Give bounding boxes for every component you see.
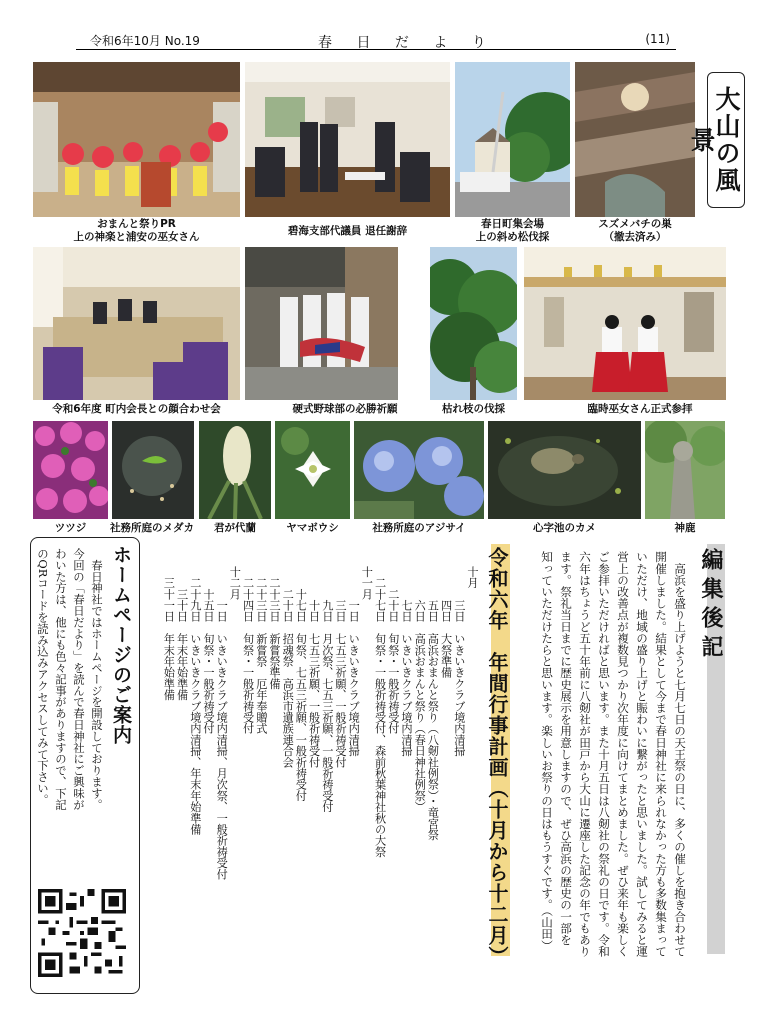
schedule-line: 十五日 旬祭・一般祈祷受付 xyxy=(202,566,215,734)
photo-pine-cutting xyxy=(455,62,570,217)
schedule-line: 四日 大祭準備 xyxy=(439,566,453,678)
schedule-line: 二十四日 旬祭・一般祈祷受付 xyxy=(241,566,255,734)
homepage-line-2: 今回の「春日だより」を読んで春日神社にご興味が xyxy=(72,548,86,811)
caption-photo-3: 春日町集会場 上の斜め松伐採 xyxy=(475,218,550,244)
photo-omanto-kagura xyxy=(33,62,240,217)
homepage-line-4: のQRコードを読み込みアクセスしてみて下さい。 xyxy=(36,548,50,806)
photo-yamaboushi xyxy=(275,421,350,519)
photo-miko-visit xyxy=(524,247,726,400)
caption-photo-13: 社務所庭のアジサイ xyxy=(372,522,466,534)
caption-photo-10: 社務所庭のメダカ xyxy=(110,522,194,534)
photo-yucca xyxy=(199,421,271,519)
caption-photo-6: 硬式野球部の必勝祈願 xyxy=(292,403,398,415)
schedule-line: 二十三日 新嘗祭 厄年奉贈式 xyxy=(254,566,268,734)
schedule-line: 二十九日 いきいきクラブ境内清掃、年末年始準備 xyxy=(188,566,202,835)
caption-photo-1: おまんと祭りPR 上の神楽と浦安の巫女さん xyxy=(73,218,200,244)
schedule-line: 三日 いきいきクラブ境内清掃 xyxy=(452,566,466,757)
caption-photo-14: 心字池のカメ xyxy=(533,522,596,534)
schedule-line: 三十一日 年末年始準備 xyxy=(162,566,176,701)
editorial-line-3: いただけ、地域の盛り上げと賑わいに繋がったと思いました。試してみると運 xyxy=(635,551,649,957)
photo-hekikai-meeting xyxy=(245,62,450,217)
page-number: (11) xyxy=(645,32,670,46)
schedule-line: 十二月 xyxy=(228,566,242,600)
schedule-line: 十日 七五三祈願、一般祈祷受付 xyxy=(307,566,321,768)
schedule-line: 二十三日 新嘗祭準備 xyxy=(268,566,281,690)
editorial-line-1: 高浜を盛り上げようと七月七日の天王祭の日に、多くの催しを抱き合わせて xyxy=(673,551,687,957)
schedule-line: 三日 七五三祈願、一般祈祷受付 xyxy=(334,566,347,768)
editorial-title: 編集後記 xyxy=(698,548,724,664)
caption-photo-15: 神鹿 xyxy=(674,522,696,534)
schedule-line: 三十日 年末年始準備 xyxy=(175,566,189,701)
schedule-line: 二十日 招魂祭 高浜市遺族連合会 xyxy=(281,566,295,768)
issue-label: 令和6年10月 No.19 xyxy=(90,34,200,48)
caption-photo-8: 臨時巫女さん正式参拝 xyxy=(587,403,693,415)
schedule-line: 六日 高浜おまんと祭り（春日神社例祭） xyxy=(413,566,427,813)
photo-hydrangea xyxy=(354,421,484,519)
schedule-line: 二十七日 旬祭・一般祈祷受付、森前秋葉神社秋の大祭 xyxy=(373,566,387,858)
schedule-line: 七日 いきいきクラブ境内清掃 xyxy=(400,566,413,757)
schedule-line: 一日 いきいきクラブ境内清掃 xyxy=(347,566,361,757)
schedule-line: 二十日 旬祭・一般祈祷受付 xyxy=(386,566,400,734)
caption-photo-11: 君が代蘭 xyxy=(214,522,256,534)
editorial-line-2: 開催しました。結果として今まで春日神社に来られなかった方も多数集まって xyxy=(654,551,668,957)
photo-baseball-prayer xyxy=(245,247,398,400)
editorial-line-6: 六年はちょうど五十年前に八剱社が田戸から大山に遷座した記念の年でもあり xyxy=(578,551,592,957)
homepage-line-1: 春日神社ではホームページを開設しております。 xyxy=(90,548,104,811)
caption-photo-9: ツツジ xyxy=(54,522,87,534)
homepage-title: ホームページのご案内 xyxy=(110,545,132,745)
caption-photo-7: 枯れ枝の伐採 xyxy=(442,403,505,415)
caption-photo-2: 碧海支部代議員 退任謝辞 xyxy=(287,225,408,237)
page-header xyxy=(76,30,676,50)
caption-photo-5: 令和6年度 町内会長との顔合わせ会 xyxy=(52,403,221,415)
photo-branch-cutting xyxy=(430,247,517,400)
schedule-line: 十月 xyxy=(466,566,479,589)
section-title-box: 大山の風景 xyxy=(707,72,745,208)
qr-code[interactable] xyxy=(38,889,126,977)
editorial-line-8: 知っていただけたらと思います。楽しいお祭りの日はもうすぐです。（山田） xyxy=(540,551,554,952)
photo-town-meeting xyxy=(33,247,240,400)
schedule-title: 令和六年 年間行事計画（十月から十二月） xyxy=(485,547,509,967)
caption-photo-4: スズメバチの巣 （撤去済み） xyxy=(598,218,672,244)
schedule-line: 九日 月次祭、七五三祈願、一般祈祷受付 xyxy=(320,566,334,813)
homepage-line-3: わいた方は、他にも色々記事がありますので、下記 xyxy=(54,548,68,811)
schedule-line: 一日 いきいきクラブ境内清掃、月次祭、一般祈祷受付 xyxy=(215,566,229,880)
caption-photo-12: ヤマボウシ xyxy=(286,522,339,534)
schedule-line: 五日 高浜おまんと祭り（八剱社例祭）・竜宮祭 xyxy=(426,566,440,841)
editorial-line-7: ます。祭礼当日までに歴史展示を用意しますので、ぜひ高浜の歴史の一部を xyxy=(559,551,573,946)
newsletter-title: 春 日 だ よ り xyxy=(318,35,496,51)
photo-hornet-nest xyxy=(575,62,695,217)
editorial-line-4: 営上の改善点が複数見つかり次年度に向けてまとめました。ぜひ来年も楽しく xyxy=(616,551,630,957)
photo-medaka xyxy=(112,421,194,519)
photo-deer xyxy=(645,421,725,519)
schedule-line: 十七日 旬祭、七五三祈願、一般祈祷受付 xyxy=(294,566,308,802)
editorial-line-5: ご参拝いただければと思います。また十月五日は八剱社の祭礼の日です。令和 xyxy=(597,551,611,957)
photo-azalea xyxy=(33,421,108,519)
schedule-line: 十一月 xyxy=(360,566,374,600)
photo-turtle xyxy=(488,421,641,519)
